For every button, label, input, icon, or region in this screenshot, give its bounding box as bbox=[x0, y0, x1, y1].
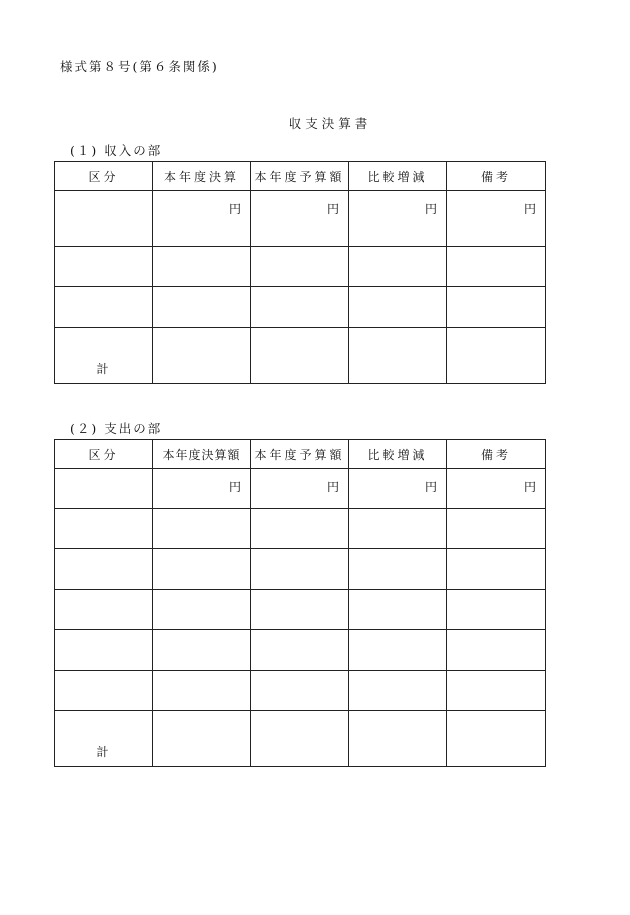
table-cell[interactable] bbox=[251, 509, 349, 549]
total-row bbox=[55, 711, 546, 767]
table-row bbox=[55, 590, 546, 630]
table-cell[interactable] bbox=[251, 711, 349, 767]
income-table bbox=[54, 161, 546, 384]
table-cell[interactable] bbox=[349, 630, 447, 671]
table-row bbox=[55, 671, 546, 711]
table-cell[interactable] bbox=[447, 287, 546, 328]
table-header-row bbox=[55, 440, 546, 469]
header-category: 区分 bbox=[55, 440, 153, 469]
form-number: 様式第８号(第６条関係) bbox=[60, 59, 219, 74]
table-cell[interactable] bbox=[153, 711, 251, 767]
table-cell[interactable] bbox=[251, 549, 349, 590]
table-cell[interactable] bbox=[349, 711, 447, 767]
table-cell[interactable] bbox=[251, 247, 349, 287]
table-cell[interactable] bbox=[55, 191, 153, 247]
header-difference: 比較増減 bbox=[349, 162, 447, 191]
table-row bbox=[55, 630, 546, 671]
table-cell[interactable] bbox=[447, 247, 546, 287]
table-cell[interactable] bbox=[55, 549, 153, 590]
expense-table bbox=[54, 439, 546, 767]
header-remarks: 備考 bbox=[447, 162, 546, 191]
table-cell[interactable] bbox=[55, 469, 153, 509]
table-cell[interactable] bbox=[153, 287, 251, 328]
table-row bbox=[55, 191, 546, 247]
table-cell[interactable] bbox=[349, 590, 447, 630]
table-cell[interactable] bbox=[55, 590, 153, 630]
table-cell[interactable] bbox=[349, 287, 447, 328]
table-cell[interactable] bbox=[251, 671, 349, 711]
table-cell[interactable] bbox=[349, 509, 447, 549]
table-row bbox=[55, 247, 546, 287]
header-current-budget: 本年度予算額 bbox=[251, 162, 349, 191]
document-title: 収支決算書 bbox=[288, 116, 372, 131]
table-cell[interactable] bbox=[349, 671, 447, 711]
header-difference: 比較増減 bbox=[349, 440, 447, 469]
table-cell[interactable] bbox=[447, 328, 546, 384]
header-category: 区分 bbox=[55, 162, 153, 191]
table-row bbox=[55, 287, 546, 328]
unit-label[interactable]: 円 bbox=[447, 191, 546, 247]
header-current-budget: 本年度予算額 bbox=[251, 440, 349, 469]
table-cell[interactable] bbox=[55, 509, 153, 549]
table-cell[interactable] bbox=[153, 549, 251, 590]
total-label: 計 bbox=[55, 711, 153, 767]
table-cell[interactable] bbox=[349, 247, 447, 287]
expense-section-title: (２) 支出の部 bbox=[70, 421, 163, 436]
table-header-row bbox=[55, 162, 546, 191]
table-cell[interactable] bbox=[153, 247, 251, 287]
unit-label[interactable]: 円 bbox=[349, 469, 447, 509]
total-row bbox=[55, 328, 546, 384]
table-cell[interactable] bbox=[55, 287, 153, 328]
table-cell[interactable] bbox=[251, 328, 349, 384]
table-row bbox=[55, 469, 546, 509]
table-cell[interactable] bbox=[55, 630, 153, 671]
total-label: 計 bbox=[55, 328, 153, 384]
table-cell[interactable] bbox=[153, 328, 251, 384]
header-current-settlement: 本年度決算額 bbox=[153, 440, 251, 469]
table-cell[interactable] bbox=[55, 671, 153, 711]
table-cell[interactable] bbox=[447, 549, 546, 590]
table-cell[interactable] bbox=[447, 711, 546, 767]
header-current-settlement: 本年度決算 bbox=[153, 162, 251, 191]
income-section-title: (１) 収入の部 bbox=[70, 143, 163, 158]
table-cell[interactable] bbox=[153, 671, 251, 711]
unit-label[interactable]: 円 bbox=[349, 191, 447, 247]
unit-label[interactable]: 円 bbox=[251, 469, 349, 509]
table-cell[interactable] bbox=[55, 247, 153, 287]
table-cell[interactable] bbox=[447, 671, 546, 711]
table-cell[interactable] bbox=[153, 590, 251, 630]
table-cell[interactable] bbox=[447, 590, 546, 630]
table-row bbox=[55, 509, 546, 549]
unit-label[interactable]: 円 bbox=[447, 469, 546, 509]
table-cell[interactable] bbox=[153, 630, 251, 671]
table-cell[interactable] bbox=[251, 287, 349, 328]
table-cell[interactable] bbox=[349, 549, 447, 590]
table-cell[interactable] bbox=[349, 328, 447, 384]
unit-label[interactable]: 円 bbox=[153, 469, 251, 509]
table-cell[interactable] bbox=[153, 509, 251, 549]
table-cell[interactable] bbox=[251, 630, 349, 671]
table-cell[interactable] bbox=[447, 509, 546, 549]
table-cell[interactable] bbox=[251, 590, 349, 630]
table-cell[interactable] bbox=[447, 630, 546, 671]
unit-label[interactable]: 円 bbox=[153, 191, 251, 247]
table-row bbox=[55, 549, 546, 590]
header-remarks: 備考 bbox=[447, 440, 546, 469]
unit-label[interactable]: 円 bbox=[251, 191, 349, 247]
